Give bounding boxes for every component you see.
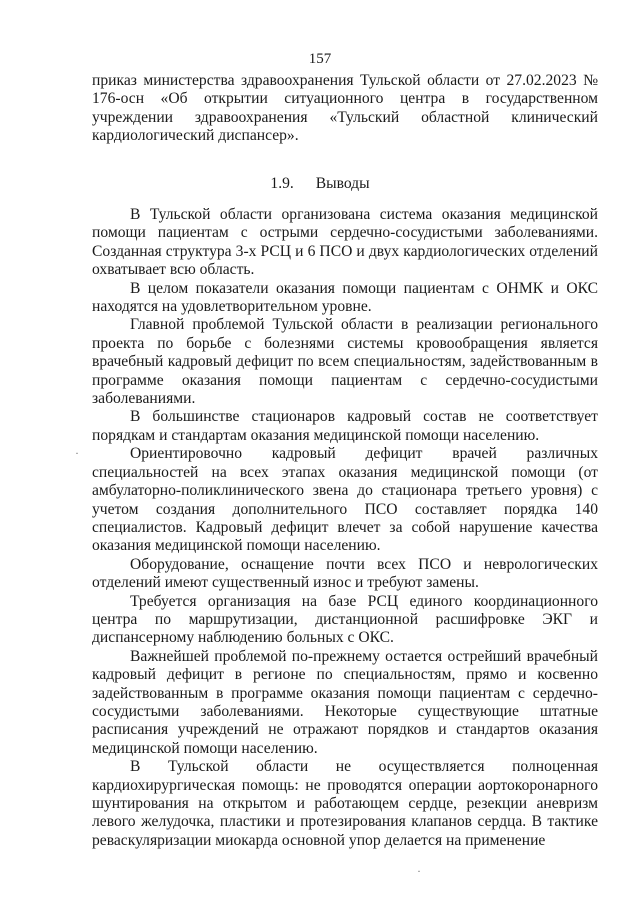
scan-mark: · <box>75 446 79 460</box>
paragraph: Главной проблемой Тульской области в реализации регионального проекта по борьбе с болезнями системы кровообращения является врачебный кадровый дефицит по всем специальностям, задействованным в программе оказания помощи пациентам с сердечно-сосудистыми заболеваниями. <box>92 316 598 408</box>
paragraph: Требуется организация на базе РСЦ единого координационного центра по маршрутизации, дистанционной расшифровке ЭКГ и диспансерному наблюдению больных с ОКС. <box>92 592 598 647</box>
paragraph: Важнейшей проблемой по-прежнему остается острейший врачебный кадровый дефицит в регионе по специальностям, прямо и косвенно задействованным в программе оказания помощи пациентам с сердечно-сосудистыми заболеваниями. Некоторые существующие штатные расписания учреждений не отражают порядков и стандартов оказания медицинской помощи населению. <box>92 647 598 757</box>
paragraph: Ориентировочно кадровый дефицит врачей различных специальностей на всех этапах оказания медицинской помощи (от амбулаторно-поликлинического звена до стационара третьего уровня) с учетом создания дополнительного ПСО составляет порядка 140 специалистов. Кадровый дефицит влечет за собой нарушение качества оказания медицинской помощи населению. <box>92 445 598 555</box>
paragraph: В целом показатели оказания помощи пациентам с ОНМК и ОКС находятся на удовлетворительном уровне. <box>92 279 598 316</box>
conclusions-body <box>92 206 598 850</box>
paragraph: В Тульской области организована система оказания медицинской помощи пациентам с острыми сердечно-сосудистыми заболеваниями. Созданная структура 3-х РСЦ и 6 ПСО и двух кардиологических отделений охватывает всю область. <box>92 206 598 279</box>
scan-mark: · <box>417 864 421 878</box>
section-title: Выводы <box>315 175 370 192</box>
section-heading <box>0 175 640 193</box>
page-number: 157 <box>308 51 332 67</box>
section-number: 1.9. <box>270 175 294 192</box>
paragraph: В большинстве стационаров кадровый состав не соответствует порядкам и стандартам оказания медицинской помощи населению. <box>92 408 598 444</box>
paragraph: Оборудование, оснащение почти всех ПСО и неврологических отделений имеют существенный износ и требуют замены. <box>92 555 598 592</box>
paragraph: В Тульской области не осуществляется полноценная кардиохирургическая помощь: не проводятся операции аортокоронарного шунтирования на открытом и работающем сердце, резекции аневризм левого желудочка, пластики и протезирования клапанов сердца. В тактике реваскуляризации миокарда основной упор делается на применение <box>92 758 598 849</box>
intro-text: приказ министерства здравоохранения Тульской области от 27.02.2023 № 176-осн «Об открытии ситуационного центра в государственном учреждении здравоохранения «Тульский областной клинический кардиологический диспансер». <box>92 72 598 145</box>
intro-paragraph <box>92 72 598 146</box>
